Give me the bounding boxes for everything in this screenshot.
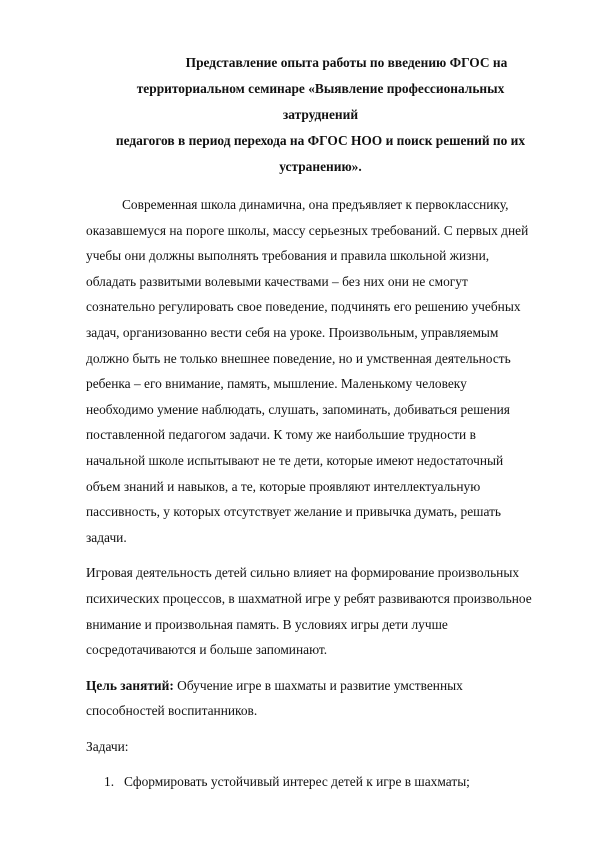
paragraph-line: необходимо умение наблюдать, слушать, запоминать, добиваться решения (86, 401, 510, 417)
title-line-1: Представление опыта работы по введению ФГОС на (185, 55, 508, 70)
paragraph-line: оказавшемуся на пороге школы, массу серьезных требований. С первых дней (86, 222, 529, 238)
list-item-number: 1. (104, 774, 115, 790)
paragraph-line: пассивность, у которых отсутствует желание и привычка думать, решать (86, 504, 502, 520)
paragraph-line: Игровая деятельность детей сильно влияет на формирование произвольных (86, 565, 520, 581)
tasks-list (86, 769, 537, 795)
paragraph-line: сосредотачиваются и больше запоминают. (86, 642, 328, 658)
paragraph-line: задач, организованно вести себя на уроке. Произвольным, управляемым (86, 324, 499, 340)
paragraph-line: поставленной педагогом задачи. К тому же наибольшие трудности в (86, 427, 476, 443)
paragraph-line: начальной школе испытывают не те дети, которые имеют недостаточный (86, 452, 504, 468)
paragraph-intro (86, 192, 537, 550)
goal-text: Обучение игре в шахматы и развитие умственных (173, 677, 463, 693)
paragraph-line: должно быть не только внешнее поведение, но и умственная деятельность (86, 350, 511, 366)
title-line-4: устранению». (279, 159, 362, 174)
title-line-2: территориальном семинаре «Выявление профессиональных затруднений (136, 81, 505, 122)
paragraph-line: Современная школа динамична, она предъявляет к первокласснику, (122, 197, 509, 212)
goal-label: Цель занятий: (86, 677, 174, 693)
tasks-heading: Задачи: (86, 738, 129, 754)
paragraph-game-activity (86, 560, 537, 662)
list-item-text: Сформировать устойчивый интерес детей к игре в шахматы; (124, 774, 470, 790)
paragraph-line: внимание и произвольная память. В условиях игры дети лучше (86, 616, 448, 632)
document-title (86, 50, 537, 180)
goal-line-2: способностей воспитанников. (86, 703, 258, 719)
list-item (86, 769, 537, 795)
paragraph-line: учебы они должны выполнять требования и правила школьной жизни, (86, 248, 490, 264)
title-line-3: педагогов в период перехода на ФГОС НОО и поиск решений по их (115, 133, 526, 148)
paragraph-line: психических процессов, в шахматной игре у ребят развиваются произвольное (86, 590, 532, 606)
paragraph-line: объем знаний и навыков, а те, которые проявляют интеллектуальную (86, 478, 481, 494)
goal-line-1 (86, 673, 537, 699)
paragraph-goal (86, 673, 537, 724)
paragraph-line: сознательно регулировать свое поведение, подчинять его решению учебных (86, 299, 521, 315)
paragraph-line: обладать развитыми волевыми качествами – без них они не смогут (86, 273, 468, 289)
paragraph-line: задачи. (86, 529, 127, 545)
paragraph-line: ребенка – его внимание, память, мышление. Маленькому человеку (86, 376, 467, 392)
